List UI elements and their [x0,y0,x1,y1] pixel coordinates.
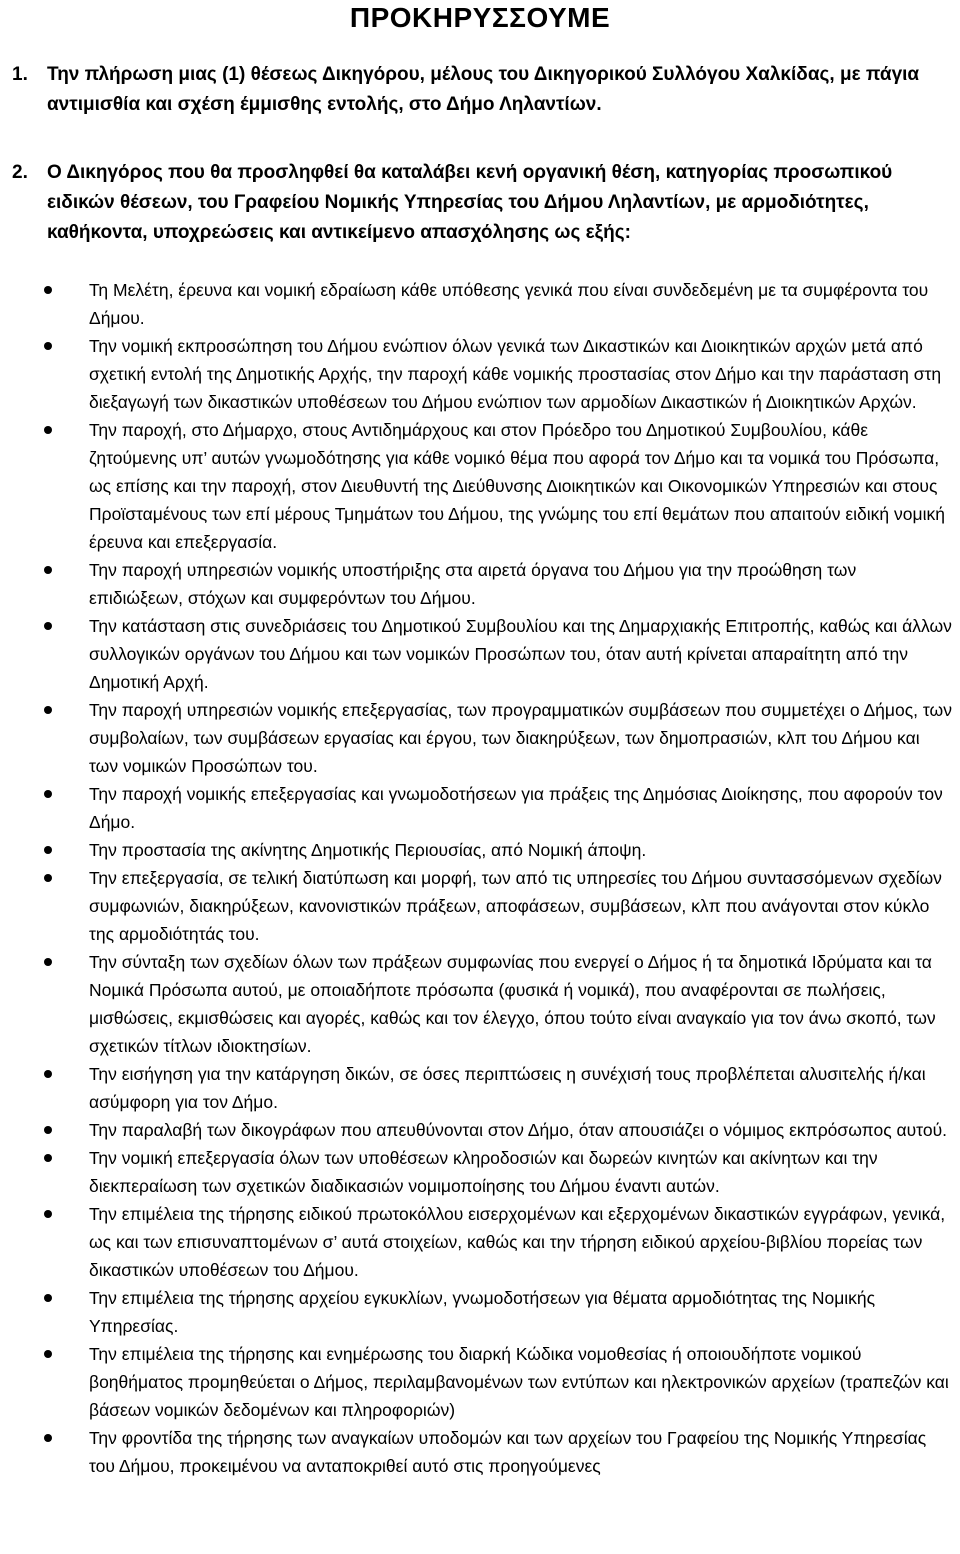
bullet-text: Την επιμέλεια της τήρησης αρχείου εγκυκλίων, γνωμοδοτήσεων για θέματα αρμοδιότητας της Νομικής Υπηρεσίας. [89,1288,876,1336]
bullet-item [0,1424,960,1480]
numbered-item-2 [0,158,960,248]
bullet-icon [44,566,52,574]
bullet-icon [44,846,52,854]
bullet-icon [44,1434,52,1442]
bullet-text: Την παραλαβή των δικογράφων που απευθύνονται στον Δήμο, όταν απουσιάζει ο νόμιμος εκπρόσωπος αυτού. [89,1120,948,1140]
bullet-text: Την εισήγηση για την κατάργηση δικών, σε όσες περιπτώσεις η συνέχισή τους προβλέπεται αλυσιτελής ή/και ασύμφορη για τον Δήμο. [89,1064,926,1112]
bullet-text: Την παροχή νομικής επεξεργασίας και γνωμοδοτήσεων για πράξεις της Δημόσιας Διοίκησης, που αφορούν τον Δήμο. [89,784,943,832]
item-number: 1. [12,64,28,85]
bullet-item [0,416,960,556]
duties-bullet-list [0,276,960,1480]
bullet-icon [44,790,52,798]
item-number: 2. [12,162,28,183]
bullet-item [0,780,960,836]
bullet-item [0,556,960,612]
bullet-icon [44,1154,52,1162]
document-title: ΠΡΟΚΗΡΥΣΣΟΥΜΕ [349,2,611,33]
bullet-text: Την νομική επεξεργασία όλων των υποθέσεων κληροδοσιών και δωρεών κινητών και ακίνητων και την διεκπεραίωση των σχετικών διαδικασιών νομιμοποίησης του Δήμου έναντι αυτών. [89,1148,878,1196]
bullet-icon [44,1210,52,1218]
bullet-icon [44,1294,52,1302]
bullet-text: Την επιμέλεια της τήρησης ειδικού πρωτοκόλλου εισερχομένων και εξερχομένων δικαστικών εγγράφων, γενικά, ως και των επισυναπτομένων σ’ αυτά στοιχείων, καθώς και την τήρηση ειδικού αρχείου-βιβλίου πορείας των δικαστικών υποθέσεων του Δήμου. [89,1204,946,1280]
bullet-text: Την επιμέλεια της τήρησης και ενημέρωσης του διαρκή Κώδικα νομοθεσίας ή οποιουδήποτε νομικού βοηθήματος προμηθεύεται ο Δήμος, περιλαμβανομένων των εντύπων και ηλεκτρονικών αρχείων (τραπεζών και βάσεων νομικών δεδομένων και πληροφοριών) [89,1344,949,1420]
bullet-icon [44,874,52,882]
bullet-icon [44,1126,52,1134]
bullet-item [0,612,960,696]
bullet-icon [44,958,52,966]
bullet-text: Την παροχή, στο Δήμαρχο, στους Αντιδημάρχους και στον Πρόεδρο του Δημοτικού Συμβουλίου, κάθε ζητούμενης υπ’ αυτών γνωμοδότησης για κάθε νομικό θέμα που αφορά τον Δήμο και τα νομικά του Πρόσωπα, ως επίσης και την παροχή, στον Διευθυντή της Διεύθυνσης Διοικητικών και Οικονομικών Υπηρεσιών και στους Προϊσταμένους των επί μέρους Τμημάτων του Δήμου, της γνώμης του επί θεμάτων που απαιτούν ειδική νομική έρευνα και επεξεργασία. [89,420,945,552]
bullet-icon [44,706,52,714]
bullet-text: Την σύνταξη των σχεδίων όλων των πράξεων συμφωνίας που ενεργεί ο Δήμος ή τα δημοτικά Ιδρύματα και τα Νομικά Πρόσωπα αυτού, με οποιαδήποτε πρόσωπα (φυσικά ή νομικά), που αναφέρονται σε πωλήσεις, μισθώσεις, εκμισθώσεις και αγορές, καθώς και τον έλεγχο, όπου τούτο είναι αναγκαίο για τον άνω σκοπό, των σχετικών τίτλων ιδιοκτησίων. [89,952,936,1056]
bullet-item [0,1340,960,1424]
bullet-item [0,1116,960,1144]
bullet-icon [44,426,52,434]
bullet-text: Τη Μελέτη, έρευνα και νομική εδραίωση κάθε υπόθεσης γενικά που είναι συνδεδεμένη με τα συμφέροντα του Δήμου. [89,280,929,328]
bullet-text: Την επεξεργασία, σε τελική διατύπωση και μορφή, των από τις υπηρεσίες του Δήμου συντασσόμενων σχεδίων συμφωνιών, διακηρύξεων, κανονιστικών πράξεων, αποφάσεων, συμβάσεων, κλπ που ανάγονται στον κύκλο της αρμοδιότητάς του. [89,868,942,944]
bullet-item [0,696,960,780]
bullet-icon [44,1350,52,1358]
bullet-text: Την νομική εκπροσώπηση του Δήμου ενώπιον όλων γενικά των Δικαστικών και Διοικητικών αρχών μετά από σχετική εντολή της Δημοτικής Αρχής, την παροχή κάθε νομικής προστασίας στον Δήμο και την παράσταση στη διεξαγωγή των δικαστικών υποθέσεων του Δήμου ενώπιον των αρμοδίων Δικαστικών ή Διοικητικών Αρχών. [89,336,942,412]
numbered-item-1 [0,60,960,120]
bullet-text: Την κατάσταση στις συνεδριάσεις του Δημοτικού Συμβουλίου και της Δημαρχιακής Επιτροπής, καθώς και άλλων συλλογικών οργάνων του Δήμου και των νομικών Προσώπων του, όταν αυτή κρίνεται απαραίτητη από την Δημοτική Αρχή. [89,616,952,692]
item-text: Την πλήρωση μιας (1) θέσεως Δικηγόρου, μέλους του Δικηγορικού Συλλόγου Χαλκίδας, με πάγια αντιμισθία και σχέση έμμισθης εντολής, στο Δήμο Ληλαντίων. [47,64,920,115]
item-text: Ο Δικηγόρος που θα προσληφθεί θα καταλάβει κενή οργανική θέση, κατηγορίας προσωπικού ειδικών θέσεων, του Γραφείου Νομικής Υπηρεσίας του Δήμου Ληλαντίων, με αρμοδιότητες, καθήκοντα, υποχρεώσεις και αντικείμενο απασχόλησης ως εξής: [47,162,893,243]
bullet-item [0,836,960,864]
bullet-text: Την φροντίδα της τήρησης των αναγκαίων υποδομών και των αρχείων του Γραφείου της Νομικής Υπηρεσίας του Δήμου, προκειμένου να ανταποκριθεί αυτό στις προηγούμενες [89,1428,927,1476]
bullet-item [0,332,960,416]
bullet-item [0,1200,960,1284]
bullet-item [0,1144,960,1200]
bullet-item [0,948,960,1060]
bullet-icon [44,342,52,350]
bullet-text: Την παροχή υπηρεσιών νομικής υποστήριξης στα αιρετά όργανα του Δήμου για την προώθηση των επιδιώξεων, στόχων και συμφερόντων του Δήμου. [89,560,857,608]
bullet-item [0,1060,960,1116]
bullet-item [0,1284,960,1340]
bullet-item [0,276,960,332]
bullet-icon [44,622,52,630]
bullet-item [0,864,960,948]
bullet-icon [44,1070,52,1078]
bullet-text: Την παροχή υπηρεσιών νομικής επεξεργασίας, των προγραμματικών συμβάσεων που συμμετέχει ο Δήμος, των συμβολαίων, των συμβάσεων εργασίας και έργου, των διακηρύξεων, των δημοπρασιών, κλπ του Δήμου και των νομικών Προσώπων του. [89,700,952,776]
bullet-icon [44,286,52,294]
bullet-text: Την προστασία της ακίνητης Δημοτικής Περιουσίας, από Νομική άποψη. [89,840,647,860]
